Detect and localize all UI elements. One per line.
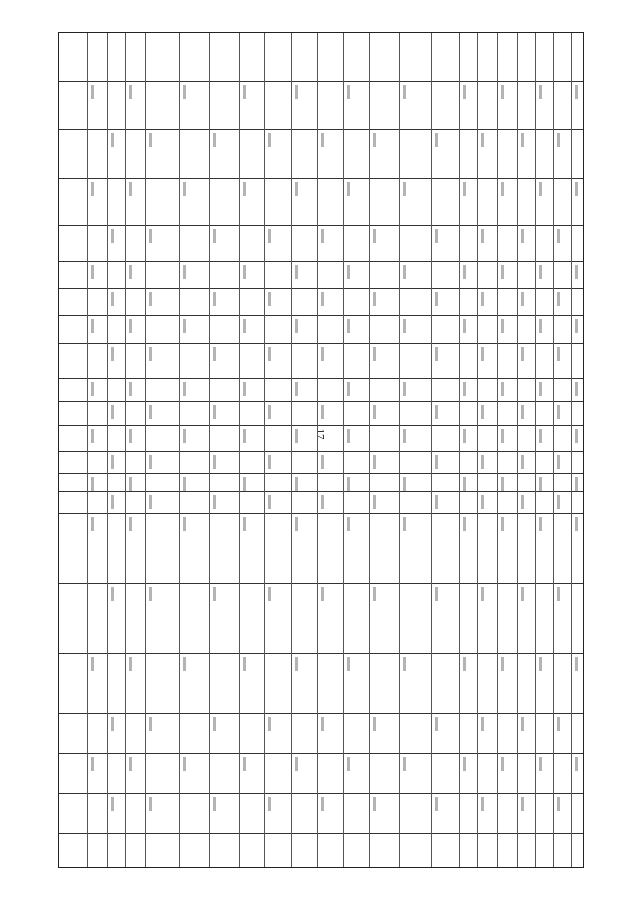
cell-content-mark (575, 757, 578, 771)
cell-content-mark (213, 495, 216, 509)
cell-content-mark (111, 587, 114, 601)
cell-content-mark (321, 587, 324, 601)
cell-content-mark (321, 347, 324, 361)
cell-content-mark (557, 717, 560, 731)
cell-content-mark (521, 587, 524, 601)
table-row (59, 753, 583, 754)
cell-content-mark (321, 133, 324, 147)
cell-content-mark (521, 405, 524, 419)
cell-content-mark (501, 429, 504, 443)
table-column-rule (517, 33, 518, 867)
cell-content-mark (213, 133, 216, 147)
cell-content-mark (213, 797, 216, 811)
cell-content-mark (213, 292, 216, 306)
cell-content-mark (243, 757, 246, 771)
page-number: 17 (314, 428, 326, 440)
table-row (59, 261, 583, 262)
cell-content-mark (243, 477, 246, 491)
table-column-rule (317, 33, 318, 867)
cell-content-mark (111, 495, 114, 509)
cell-content-mark (295, 265, 298, 279)
cell-content-mark (373, 133, 376, 147)
table-column-rule (477, 33, 478, 867)
cell-content-mark (501, 319, 504, 333)
cell-content-mark (435, 587, 438, 601)
cell-content-mark (539, 757, 542, 771)
cell-content-mark (501, 182, 504, 196)
cell-content-mark (403, 319, 406, 333)
cell-content-mark (373, 717, 376, 731)
cell-content-mark (91, 477, 94, 491)
cell-content-mark (575, 85, 578, 99)
cell-content-mark (347, 319, 350, 333)
cell-content-mark (129, 265, 132, 279)
cell-content-mark (91, 517, 94, 531)
cell-content-mark (295, 319, 298, 333)
table-column-rule (291, 33, 292, 867)
cell-content-mark (129, 429, 132, 443)
cell-content-mark (129, 757, 132, 771)
cell-content-mark (149, 495, 152, 509)
cell-content-mark (149, 455, 152, 469)
cell-content-mark (435, 405, 438, 419)
cell-content-mark (295, 382, 298, 396)
cell-content-mark (463, 429, 466, 443)
cell-content-mark (557, 797, 560, 811)
cell-content-mark (183, 477, 186, 491)
cell-content-mark (521, 455, 524, 469)
cell-content-mark (111, 455, 114, 469)
table-row (59, 178, 583, 179)
table-column-rule (497, 33, 498, 867)
cell-content-mark (243, 265, 246, 279)
cell-content-mark (557, 133, 560, 147)
cell-content-mark (501, 85, 504, 99)
table-column-rule (87, 33, 88, 867)
cell-content-mark (539, 319, 542, 333)
cell-content-mark (501, 517, 504, 531)
cell-content-mark (213, 229, 216, 243)
cell-content-mark (129, 477, 132, 491)
table-column-rule (239, 33, 240, 867)
cell-content-mark (321, 405, 324, 419)
document-table (58, 32, 584, 868)
cell-content-mark (463, 517, 466, 531)
table-row (59, 225, 583, 226)
cell-content-mark (435, 347, 438, 361)
cell-content-mark (501, 477, 504, 491)
cell-content-mark (521, 292, 524, 306)
cell-content-mark (501, 382, 504, 396)
cell-content-mark (463, 265, 466, 279)
cell-content-mark (481, 347, 484, 361)
cell-content-mark (575, 265, 578, 279)
table-row (59, 583, 583, 584)
cell-content-mark (575, 657, 578, 671)
cell-content-mark (243, 657, 246, 671)
cell-content-mark (183, 265, 186, 279)
cell-content-mark (183, 85, 186, 99)
cell-content-mark (268, 717, 271, 731)
cell-content-mark (481, 229, 484, 243)
cell-content-mark (149, 133, 152, 147)
cell-content-mark (435, 133, 438, 147)
cell-content-mark (347, 757, 350, 771)
cell-content-mark (557, 587, 560, 601)
cell-content-mark (463, 319, 466, 333)
cell-content-mark (403, 477, 406, 491)
cell-content-mark (575, 517, 578, 531)
cell-content-mark (481, 133, 484, 147)
cell-content-mark (435, 495, 438, 509)
table-row (59, 315, 583, 316)
cell-content-mark (539, 657, 542, 671)
table-column-rule (431, 33, 432, 867)
cell-content-mark (295, 657, 298, 671)
table-row (59, 401, 583, 402)
cell-content-mark (321, 229, 324, 243)
cell-content-mark (149, 292, 152, 306)
cell-content-mark (557, 495, 560, 509)
cell-content-mark (403, 382, 406, 396)
table-row (59, 451, 583, 452)
cell-content-mark (321, 495, 324, 509)
cell-content-mark (129, 382, 132, 396)
cell-content-mark (268, 133, 271, 147)
cell-content-mark (91, 85, 94, 99)
cell-content-mark (243, 319, 246, 333)
cell-content-mark (463, 85, 466, 99)
cell-content-mark (111, 405, 114, 419)
cell-content-mark (129, 85, 132, 99)
cell-content-mark (557, 405, 560, 419)
table-column-rule (343, 33, 344, 867)
table-row (59, 378, 583, 379)
cell-content-mark (243, 382, 246, 396)
table-column-rule (399, 33, 400, 867)
cell-content-mark (373, 797, 376, 811)
cell-content-mark (321, 797, 324, 811)
cell-content-mark (91, 657, 94, 671)
cell-content-mark (539, 182, 542, 196)
cell-content-mark (521, 347, 524, 361)
cell-content-mark (539, 382, 542, 396)
cell-content-mark (295, 429, 298, 443)
cell-content-mark (243, 517, 246, 531)
cell-content-mark (268, 405, 271, 419)
cell-content-mark (91, 757, 94, 771)
cell-content-mark (403, 85, 406, 99)
cell-content-mark (521, 797, 524, 811)
cell-content-mark (539, 477, 542, 491)
cell-content-mark (463, 182, 466, 196)
cell-content-mark (129, 182, 132, 196)
cell-content-mark (295, 85, 298, 99)
cell-content-mark (183, 429, 186, 443)
cell-content-mark (91, 429, 94, 443)
cell-content-mark (347, 517, 350, 531)
cell-content-mark (268, 347, 271, 361)
cell-content-mark (268, 797, 271, 811)
cell-content-mark (347, 477, 350, 491)
table-column-rule (553, 33, 554, 867)
cell-content-mark (481, 455, 484, 469)
cell-content-mark (521, 133, 524, 147)
cell-content-mark (149, 229, 152, 243)
table-row (59, 343, 583, 344)
cell-content-mark (501, 757, 504, 771)
cell-content-mark (321, 455, 324, 469)
table-row (59, 713, 583, 714)
cell-content-mark (521, 229, 524, 243)
cell-content-mark (183, 657, 186, 671)
cell-content-mark (129, 517, 132, 531)
table-row (59, 833, 583, 834)
cell-content-mark (435, 797, 438, 811)
cell-content-mark (463, 657, 466, 671)
table-column-rule (179, 33, 180, 867)
cell-content-mark (213, 347, 216, 361)
cell-content-mark (213, 455, 216, 469)
cell-content-mark (575, 382, 578, 396)
table-column-rule (264, 33, 265, 867)
cell-content-mark (213, 587, 216, 601)
cell-content-mark (539, 429, 542, 443)
cell-content-mark (557, 229, 560, 243)
cell-content-mark (149, 587, 152, 601)
cell-content-mark (575, 182, 578, 196)
table-header (59, 33, 583, 82)
cell-content-mark (295, 757, 298, 771)
cell-content-mark (183, 517, 186, 531)
table-row (59, 473, 583, 474)
table-row (59, 793, 583, 794)
cell-content-mark (91, 382, 94, 396)
cell-content-mark (347, 429, 350, 443)
table-row (59, 491, 583, 492)
cell-content-mark (521, 495, 524, 509)
cell-content-mark (213, 405, 216, 419)
cell-content-mark (268, 292, 271, 306)
table-column-rule (535, 33, 536, 867)
cell-content-mark (575, 429, 578, 443)
table-row (59, 129, 583, 130)
cell-content-mark (373, 455, 376, 469)
cell-content-mark (268, 495, 271, 509)
cell-content-mark (403, 757, 406, 771)
cell-content-mark (435, 455, 438, 469)
cell-content-mark (403, 517, 406, 531)
cell-content-mark (501, 265, 504, 279)
table-row (59, 425, 583, 426)
cell-content-mark (111, 717, 114, 731)
cell-content-mark (435, 292, 438, 306)
cell-content-mark (481, 292, 484, 306)
cell-content-mark (557, 292, 560, 306)
cell-content-mark (321, 717, 324, 731)
table-column-rule (459, 33, 460, 867)
cell-content-mark (373, 405, 376, 419)
cell-content-mark (149, 347, 152, 361)
cell-content-mark (183, 757, 186, 771)
cell-content-mark (183, 319, 186, 333)
table-row (59, 653, 583, 654)
cell-content-mark (373, 292, 376, 306)
cell-content-mark (149, 717, 152, 731)
cell-content-mark (243, 85, 246, 99)
cell-content-mark (481, 717, 484, 731)
cell-content-mark (183, 182, 186, 196)
cell-content-mark (91, 182, 94, 196)
cell-content-mark (463, 477, 466, 491)
cell-content-mark (575, 477, 578, 491)
cell-content-mark (347, 382, 350, 396)
cell-content-mark (373, 347, 376, 361)
cell-content-mark (268, 587, 271, 601)
cell-content-mark (539, 517, 542, 531)
cell-content-mark (403, 429, 406, 443)
cell-content-mark (403, 182, 406, 196)
cell-content-mark (347, 657, 350, 671)
cell-content-mark (111, 133, 114, 147)
cell-content-mark (463, 757, 466, 771)
cell-content-mark (521, 717, 524, 731)
cell-content-mark (149, 797, 152, 811)
cell-content-mark (481, 405, 484, 419)
cell-content-mark (268, 455, 271, 469)
table-row (59, 288, 583, 289)
cell-content-mark (111, 347, 114, 361)
cell-content-mark (268, 229, 271, 243)
table-column-rule (369, 33, 370, 867)
cell-content-mark (129, 319, 132, 333)
cell-content-mark (557, 455, 560, 469)
cell-content-mark (539, 265, 542, 279)
cell-content-mark (243, 182, 246, 196)
table-column-rule (209, 33, 210, 867)
cell-content-mark (373, 587, 376, 601)
cell-content-mark (575, 319, 578, 333)
cell-content-mark (435, 229, 438, 243)
cell-content-mark (347, 265, 350, 279)
cell-content-mark (111, 292, 114, 306)
table-row (59, 81, 583, 82)
cell-content-mark (321, 292, 324, 306)
cell-content-mark (403, 265, 406, 279)
cell-content-mark (347, 85, 350, 99)
cell-content-mark (539, 85, 542, 99)
cell-content-mark (373, 495, 376, 509)
cell-content-mark (183, 382, 186, 396)
cell-content-mark (129, 657, 132, 671)
cell-content-mark (91, 319, 94, 333)
cell-content-mark (481, 495, 484, 509)
table-column-rule (571, 33, 572, 867)
cell-content-mark (557, 347, 560, 361)
cell-content-mark (295, 182, 298, 196)
table-row (59, 513, 583, 514)
cell-content-mark (435, 717, 438, 731)
cell-content-mark (243, 429, 246, 443)
cell-content-mark (481, 797, 484, 811)
table-column-rule (145, 33, 146, 867)
cell-content-mark (347, 182, 350, 196)
cell-content-mark (111, 229, 114, 243)
cell-content-mark (463, 382, 466, 396)
cell-content-mark (149, 405, 152, 419)
table-column-rule (125, 33, 126, 867)
cell-content-mark (213, 717, 216, 731)
cell-content-mark (295, 517, 298, 531)
table-column-rule (107, 33, 108, 867)
cell-content-mark (91, 265, 94, 279)
cell-content-mark (403, 657, 406, 671)
cell-content-mark (373, 229, 376, 243)
cell-content-mark (295, 477, 298, 491)
cell-content-mark (111, 797, 114, 811)
cell-content-mark (481, 587, 484, 601)
cell-content-mark (501, 657, 504, 671)
